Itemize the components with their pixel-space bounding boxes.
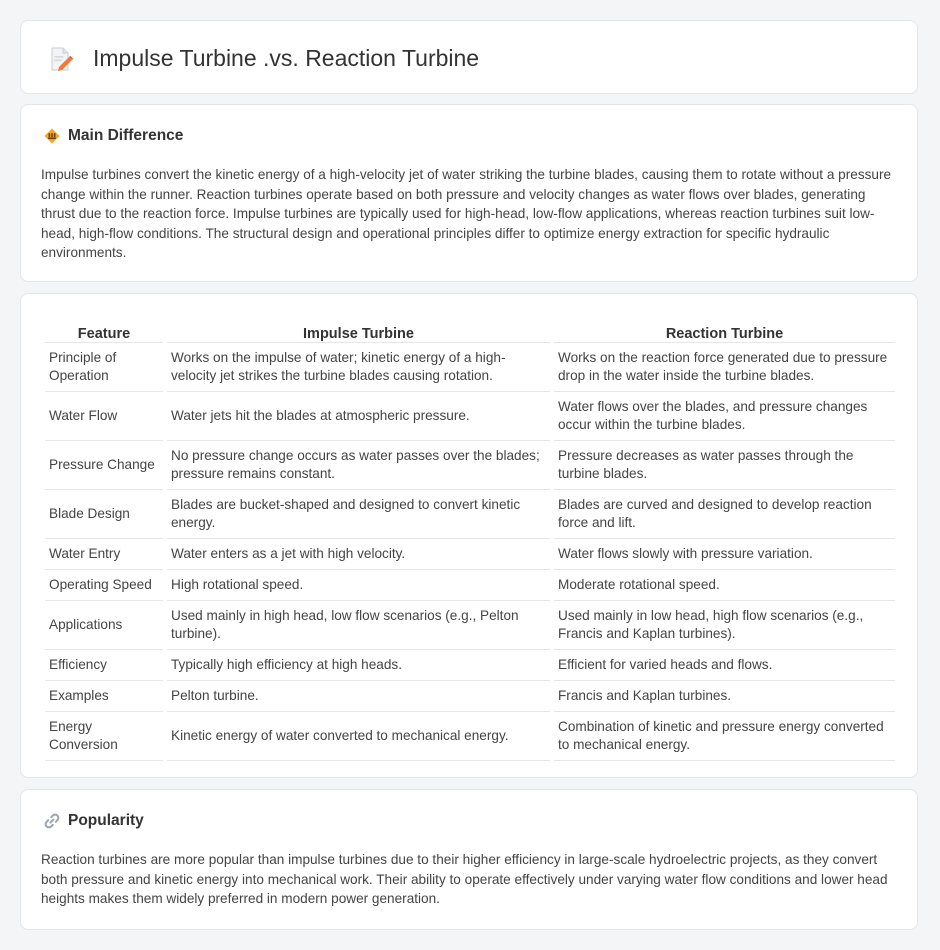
table-row [45, 441, 895, 490]
reaction-cell: Combination of kinetic and pressure energy converted to mechanical energy. [554, 712, 895, 761]
warning-diamond-icon [43, 127, 61, 145]
reaction-cell: Moderate rotational speed. [554, 570, 895, 601]
popularity-text: Reaction turbines are more popular than impulse turbines due to their higher efficiency in large-scale hydroelectric projects, as they convert both pressure and kinetic energy into mechanical work. Their ability to operate effectively under varying water flow conditions and lower head heights makes them widely preferred in modern power generation. [41, 852, 888, 906]
table-header-row [45, 314, 895, 343]
impulse-cell: Blades are bucket-shaped and designed to convert kinetic energy. [167, 490, 550, 539]
table-row [45, 681, 895, 712]
main-difference-text: Impulse turbines convert the kinetic energy of a high-velocity jet of water striking the turbine blades, causing them to rotate without a pressure change within the runner. Reaction turbines operate based on both pressure and velocity changes as water flows over blades, generating thrust due to the reaction force. Impulse turbines are typically used for high-head, low-flow applications, whereas reaction turbines suit low-head, high-flow conditions. The structural design and operational principles differ to optimize energy extraction for specific hydraulic environments. [41, 167, 892, 260]
header-reaction: Reaction Turbine [554, 314, 895, 343]
popularity-heading [43, 812, 144, 830]
table-row [45, 392, 895, 441]
feature-cell: Pressure Change [45, 441, 163, 490]
table-row [45, 601, 895, 650]
impulse-cell: Water enters as a jet with high velocity. [167, 539, 550, 570]
reaction-cell: Works on the reaction force generated due to pressure drop in the water inside the turbine blades. [554, 343, 895, 392]
popularity-title: Popularity [68, 812, 144, 829]
header-impulse: Impulse Turbine [167, 314, 550, 343]
header-feature: Feature [45, 314, 163, 343]
impulse-cell: High rotational speed. [167, 570, 550, 601]
table-row [45, 570, 895, 601]
title-card [20, 20, 918, 94]
comparison-section [20, 293, 918, 778]
table-row [45, 539, 895, 570]
reaction-cell: Efficient for varied heads and flows. [554, 650, 895, 681]
document-pencil-icon [48, 46, 74, 72]
feature-cell: Applications [45, 601, 163, 650]
feature-cell: Energy Conversion [45, 712, 163, 761]
page-title: Impulse Turbine .vs. Reaction Turbine [93, 45, 480, 71]
feature-cell: Operating Speed [45, 570, 163, 601]
reaction-cell: Francis and Kaplan turbines. [554, 681, 895, 712]
reaction-cell: Pressure decreases as water passes through the turbine blades. [554, 441, 895, 490]
impulse-cell: Pelton turbine. [167, 681, 550, 712]
table-row [45, 650, 895, 681]
feature-cell: Water Entry [45, 539, 163, 570]
table-row [45, 490, 895, 539]
feature-cell: Water Flow [45, 392, 163, 441]
impulse-cell: No pressure change occurs as water passes over the blades; pressure remains constant. [167, 441, 550, 490]
impulse-cell: Water jets hit the blades at atmospheric pressure. [167, 392, 550, 441]
table-row [45, 343, 895, 392]
impulse-cell: Works on the impulse of water; kinetic energy of a high-velocity jet strikes the turbine blades causing rotation. [167, 343, 550, 392]
impulse-cell: Kinetic energy of water converted to mechanical energy. [167, 712, 550, 761]
main-difference-title: Main Difference [68, 127, 184, 144]
main-difference-section [20, 104, 918, 282]
main-difference-heading [43, 127, 183, 145]
impulse-cell: Used mainly in high head, low flow scenarios (e.g., Pelton turbine). [167, 601, 550, 650]
table-row [45, 712, 895, 761]
feature-cell: Principle of Operation [45, 343, 163, 392]
reaction-cell: Water flows over the blades, and pressure changes occur within the turbine blades. [554, 392, 895, 441]
reaction-cell: Water flows slowly with pressure variation. [554, 539, 895, 570]
feature-cell: Efficiency [45, 650, 163, 681]
reaction-cell: Blades are curved and designed to develop reaction force and lift. [554, 490, 895, 539]
link-icon [43, 812, 61, 830]
impulse-cell: Typically high efficiency at high heads. [167, 650, 550, 681]
popularity-section [20, 789, 918, 930]
feature-cell: Blade Design [45, 490, 163, 539]
reaction-cell: Used mainly in low head, high flow scenarios (e.g., Francis and Kaplan turbines). [554, 601, 895, 650]
comparison-table [41, 314, 899, 761]
feature-cell: Examples [45, 681, 163, 712]
